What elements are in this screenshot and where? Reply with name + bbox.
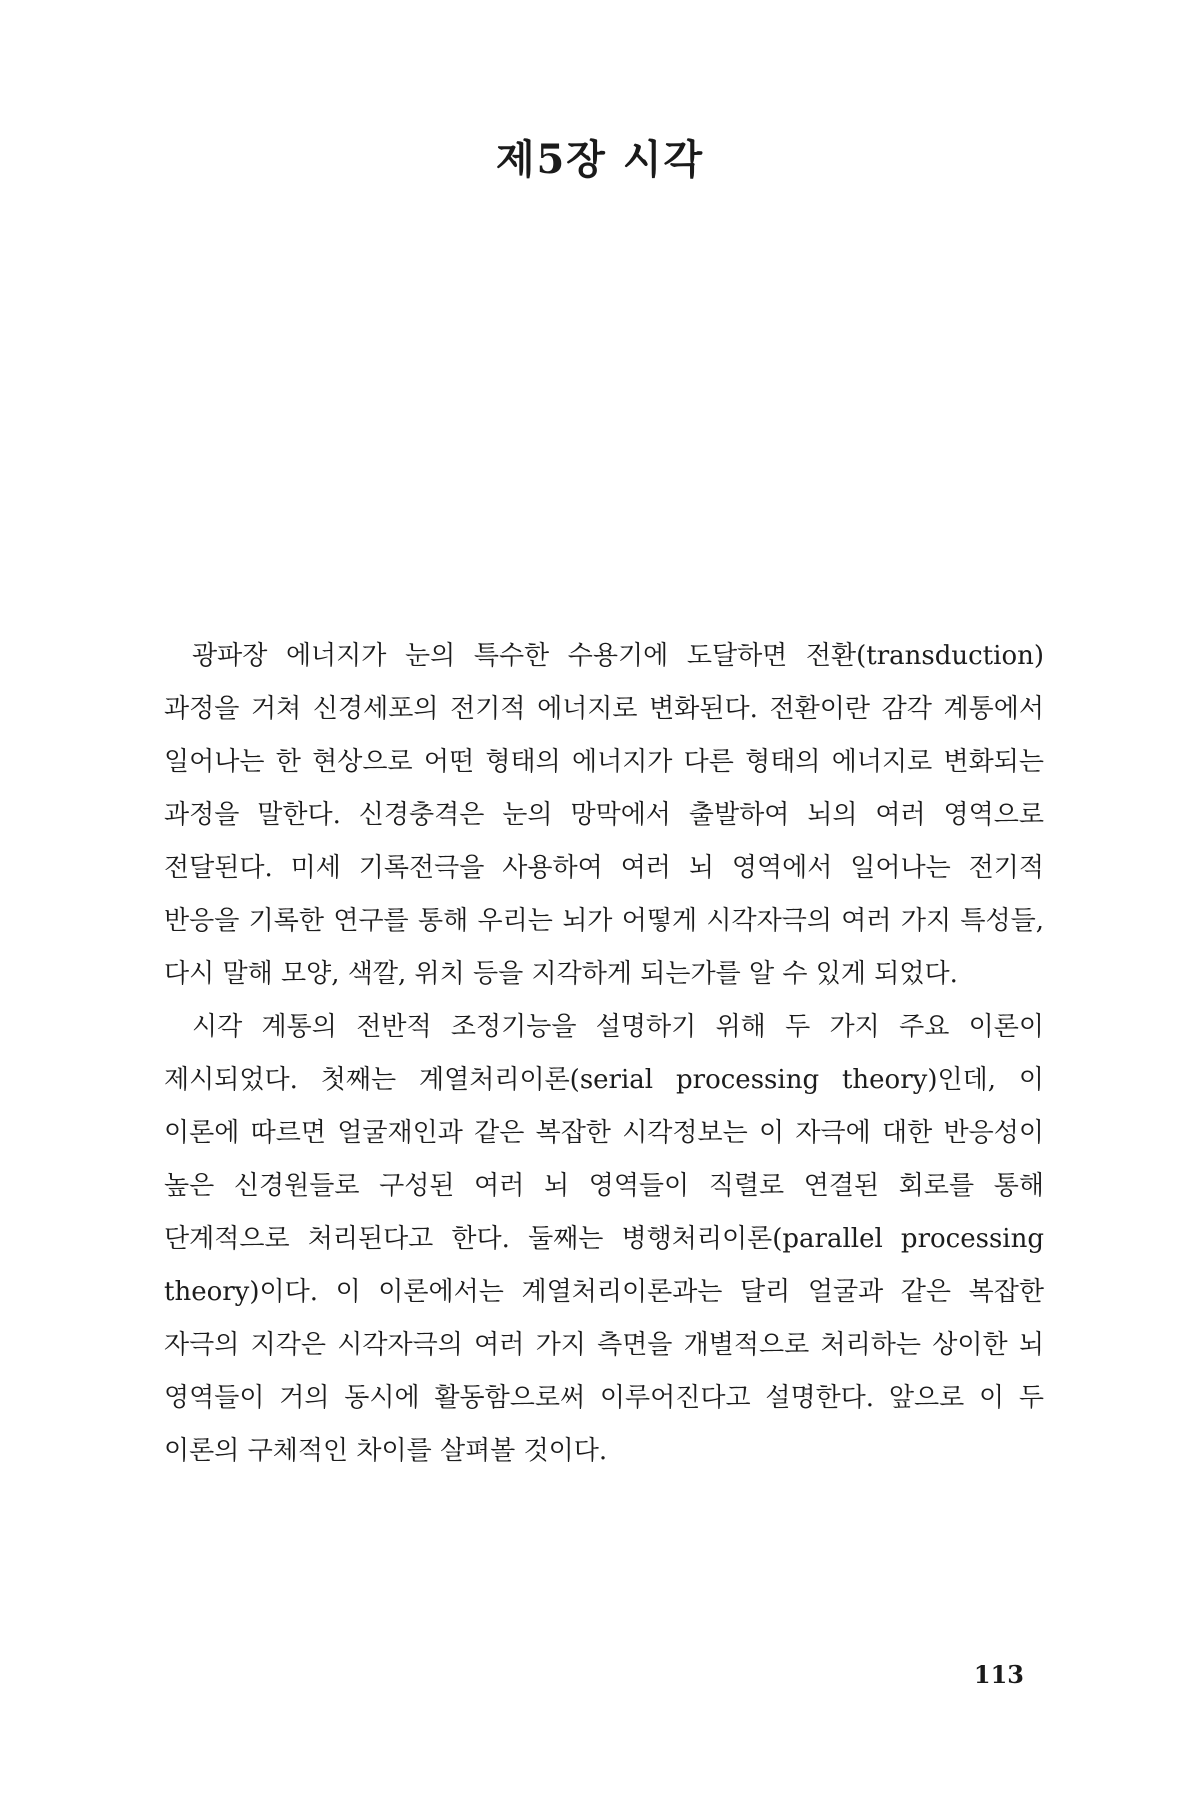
paragraph-1: 광파장 에너지가 눈의 특수한 수용기에 도달하면 전환(transduction) 과정을 거쳐 신경세포의 전기적 에너지로 변화된다. 전환이란 감각 계통에서 일어나는 한 현상으로 어떤 형태의 에너지가 다른 형태의 에너지로 변화되는 과정을 말한다. 신경충격은 눈의 망막에서 출발하여 뇌의 여러 영역으로 전달된다. 미세 기록전극을 사용하여 여러 뇌 영역에서 일어나는 전기적 반응을 기록한 연구를 통해 우리는 뇌가 어떻게 시각자극의 여러 가지 특성들, 다시 말해 모양, 색깔, 위치 등을 지각하게 되는가를 알 수 있게 되었다. <box>164 641 1044 989</box>
body-text <box>164 630 1044 1478</box>
paragraph-2: 시각 계통의 전반적 조정기능을 설명하기 위해 두 가지 주요 이론이 제시되었다. 첫째는 계열처리이론(serial processing theory)인데, 이 이론에 따르면 얼굴재인과 같은 복잡한 시각정보는 이 자극에 대한 반응성이 높은 신경원들로 구성된 여러 뇌 영역들이 직렬로 연결된 회로를 통해 단계적으로 처리된다고 한다. 둘째는 병행처리이론(parallel processing theory)이다. 이 이론에서는 계열처리이론과는 달리 얼굴과 같은 복잡한 자극의 지각은 시각자극의 여러 가지 측면을 개별적으로 처리하는 상이한 뇌 영역들이 거의 동시에 활동함으로써 이루어진다고 설명한다. 앞으로 이 두 이론의 구체적인 차이를 살펴볼 것이다. <box>164 1012 1044 1466</box>
page-number: 113 <box>973 1660 1024 1689</box>
chapter-title: 제5장 시각 <box>495 136 705 183</box>
